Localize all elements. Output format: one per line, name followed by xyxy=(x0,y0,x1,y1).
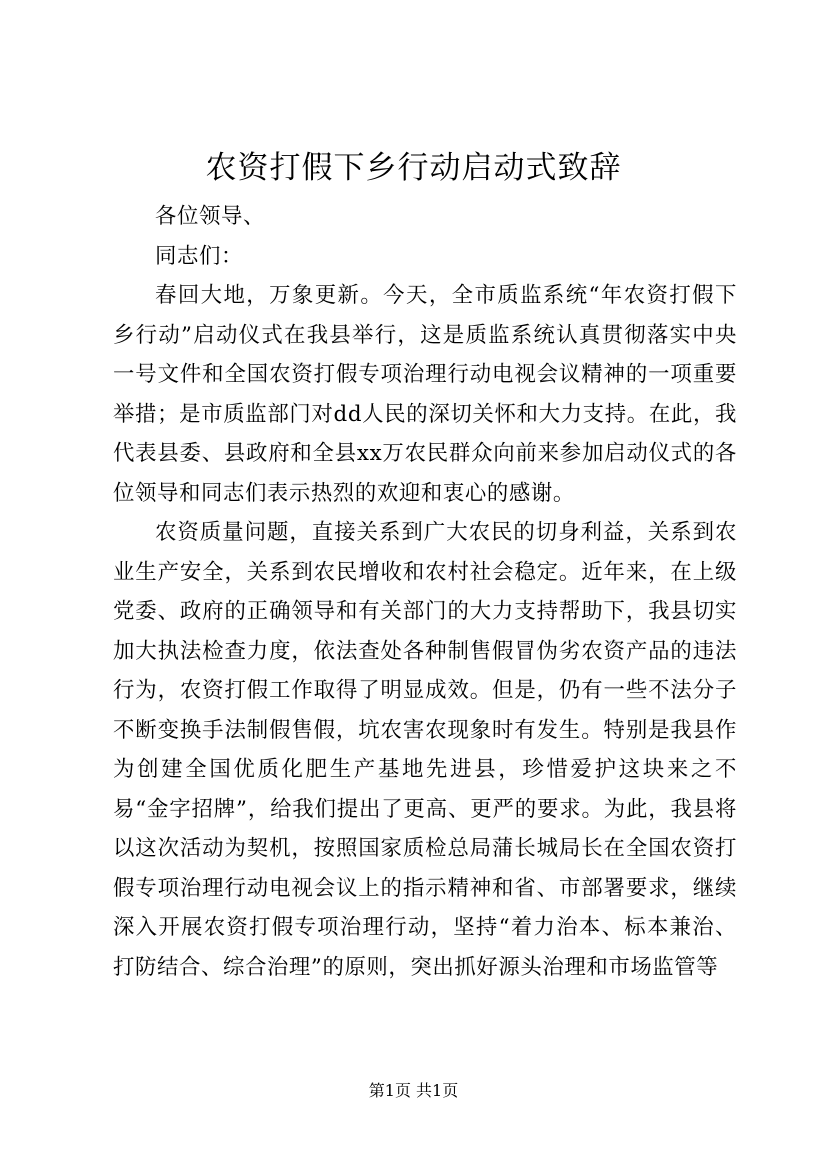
body-paragraph-2: 农资质量问题，直接关系到广大农民的切身利益，关系到农业生产安全，关系到农民增收和农村社会稳定。近年来，在上级党委、政府的正确领导和有关部门的大力支持帮助下，我县切实加大执法检查力度，依法查处各种制售假冒伪劣农资产品的违法行为，农资打假工作取得了明显成效。但是，仍有一些不法分子不断变换手法制假售假，坑农害农现象时有发生。特别是我县作为创建全国优质化肥生产基地先进县，珍惜爱护这块来之不易“金字招牌”，给我们提出了更高、更严的要求。为此，我县将以这次活动为契机，按照国家质检总局蒲长城局长在全国农资打假专项治理行动电视会议上的指示精神和省、市部署要求，继续深入开展农资打假专项治理行动，坚持“着力治本、标本兼治、打防结合、综合治理”的原则，突出抓好源头治理和市场监管等 xyxy=(113,520,737,980)
body-paragraph-1: 春回大地，万象更新。今天，全市质监系统“年农资打假下乡行动”启动仪式在我县举行，这是质监系统认真贯彻落实中央一号文件和全国农资打假专项治理行动电视会议精神的一项重要举措；是市质监部门对dd人民的深切关怀和大力支持。在此，我代表县委、县政府和全县xx万农民群众向前来参加启动仪式的各位领导和同志们表示热烈的欢迎和衷心的感谢。 xyxy=(113,283,737,506)
document-title: 农资打假下乡行动启动式致辞 xyxy=(205,150,622,186)
salutation-line-1: 各位领导、 xyxy=(155,204,265,229)
salutation-line-2: 同志们： xyxy=(155,243,243,269)
page-footer: 第1页 共1页 xyxy=(368,1081,459,1100)
document-body xyxy=(113,197,737,987)
